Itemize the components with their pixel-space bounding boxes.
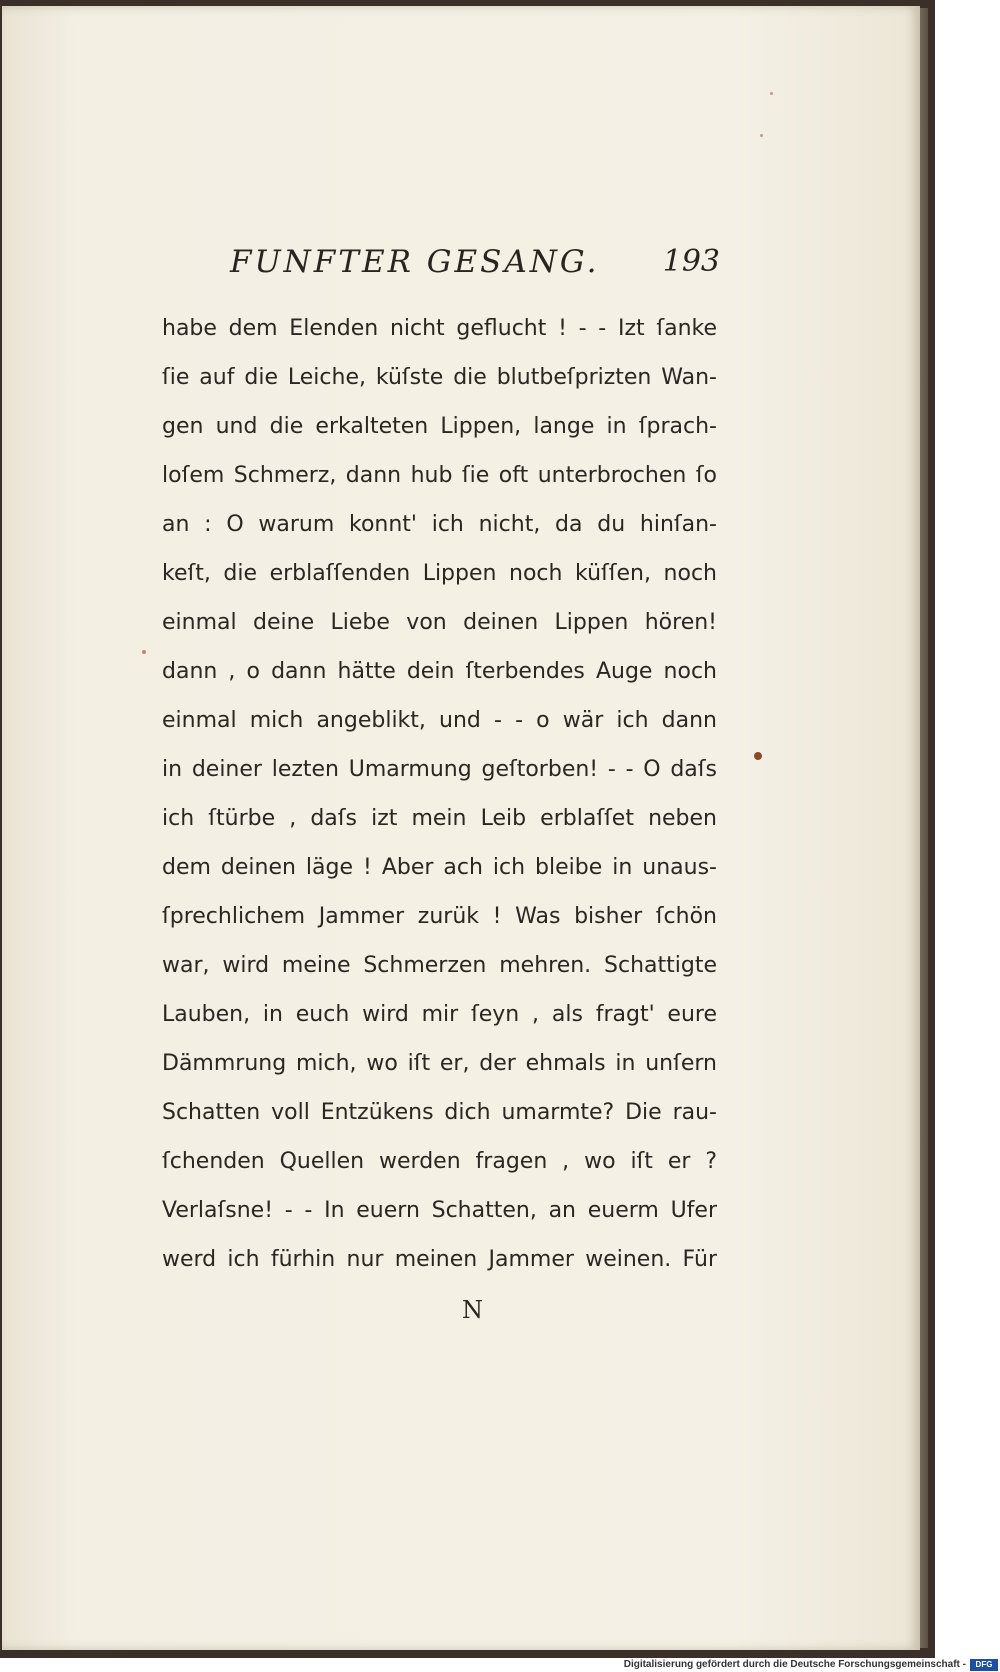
running-head: FUNFTER GESANG. [230,244,600,280]
footer-bar [0,1658,1000,1672]
page-header [230,244,720,284]
text-line: gen und die erkalteten Lippen, lange in ſprach- [162,414,717,439]
text-line: dem deinen läge ! Aber ach ich bleibe in unaus- [162,855,717,880]
text-line: keſt, die erblaſſenden Lippen noch küſſen, noch [162,561,717,586]
foxing-spot [142,650,146,654]
text-line: an : O warum konnt' ich nicht, da du hinſan- [162,512,717,537]
foxing-spot [754,752,762,760]
text-line: ſchenden Quellen werden fragen , wo iſt er ? [162,1149,717,1174]
foxing-spot [770,92,773,95]
text-line: loſem Schmerz, dann hub ſie oft unterbrochen ſo [162,463,717,488]
funding-credit: Digitalisierung gefördert durch die Deutsche Forschungsgemeinschaft - [623,1659,966,1670]
body-text [162,304,717,1284]
text-line: Schatten voll Entzükens dich umarmte? Die rau- [162,1100,717,1125]
text-line: werd ich fürhin nur meinen Jammer weinen. Für [162,1247,717,1272]
text-line: einmal deine Liebe von deinen Lippen hören! [162,610,717,635]
text-line: ſprechlichem Jammer zurük ! Was bisher ſchön [162,904,717,929]
catchword: N [462,1296,483,1324]
text-line: einmal mich angeblikt, und - - o wär ich dann [162,708,717,733]
text-line: ich ſtürbe , daſs izt mein Leib erblaſſet neben [162,806,717,831]
text-line: Lauben, in euch wird mir ſeyn , als fragt' eure [162,1002,717,1027]
foxing-spot [760,134,763,137]
text-line: habe dem Elenden nicht geflucht ! - - Izt ſanke [162,316,717,341]
text-line: in deiner lezten Umarmung geſtorben! - - O daſs [162,757,717,782]
book-page [2,6,920,1650]
dfg-logo: DFG [970,1659,998,1671]
text-line: dann , o dann hätte dein ſterbendes Auge noch [162,659,717,684]
text-line: Verlaſsne! - - In euern Schatten, an euerm Ufer [162,1198,717,1223]
text-line: war, wird meine Schmerzen mehren. Schattigte [162,953,717,978]
page-number: 193 [662,244,720,279]
text-line: Dämmrung mich, wo iſt er, der ehmals in unſern [162,1051,717,1076]
text-line: ſie auf die Leiche, küſste die blutbeſprizten Wan- [162,365,717,390]
